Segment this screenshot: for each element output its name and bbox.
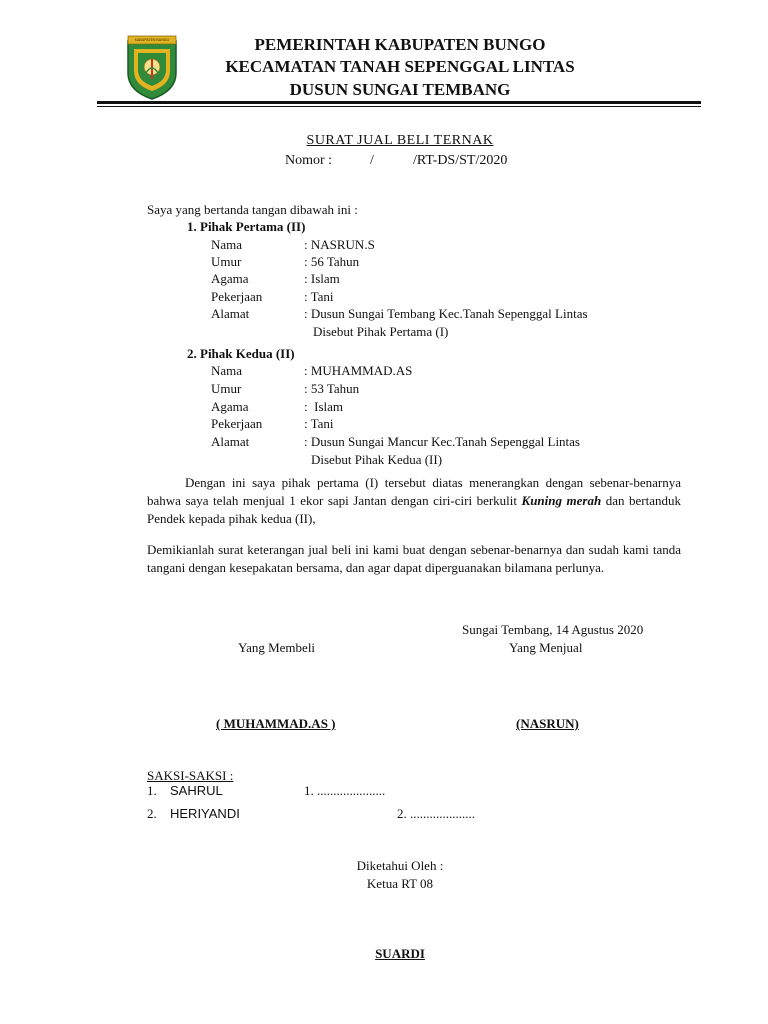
buyer-label: Yang Membeli	[238, 640, 316, 655]
closing-paragraph	[147, 541, 681, 577]
header-government: PEMERINTAH KABUPATEN BUNGO	[254, 35, 546, 54]
seller-name: (NASRUN)	[516, 716, 579, 731]
party2-address-value: : Dusun Sungai Mancur Kec.Tanah Sepenggal Lintas	[304, 434, 580, 449]
closing-text: Demikianlah surat keterangan jual beli ini kami buat dengan sebenar-benarnya dan sudah kami tanda tangani dengan kesepakatan bersama, dan agar dapat diperguanakan bilamana perlunya.	[147, 542, 681, 575]
acknowledged-position: Ketua RT 08	[366, 876, 434, 891]
party2-address-label: Alamat	[211, 434, 250, 449]
party2-name-label: Nama	[211, 363, 243, 378]
letterhead-divider-thick	[97, 101, 701, 104]
witness1-name: SAHRUL	[170, 783, 223, 798]
header-district: KECAMATAN TANAH SEPENGGAL LINTAS	[225, 57, 575, 76]
party1-heading: 1. Pihak Pertama (II)	[187, 219, 306, 234]
party2-age-value: : 53 Tahun	[304, 381, 360, 396]
emblem-inscription: KABUPATEN BUNGO	[134, 38, 170, 42]
regency-emblem	[124, 33, 180, 101]
witness2-name: HERIYANDI	[170, 806, 240, 821]
seller-label: Yang Menjual	[509, 640, 583, 655]
witness2-signature-line: 2. ....................	[397, 806, 475, 821]
party2-occupation-value: : Tani	[304, 416, 334, 431]
party1-address-label: Alamat	[211, 306, 250, 321]
document-number-slash: /	[370, 153, 374, 168]
acknowledged-name: SUARDI	[375, 946, 425, 961]
witness1-signature-line: 1. .....................	[304, 783, 386, 798]
place-date: Sungai Tembang, 14 Agustus 2020	[462, 622, 644, 637]
witness2-number: 2.	[147, 806, 157, 821]
document-number-label: Nomor :	[285, 153, 333, 168]
document-number-suffix: /RT-DS/ST/2020	[413, 153, 508, 168]
sale-statement-text: Dengan ini saya pihak pertama (I) tersebut diatas menerangkan dengan sebenar-benarnya bahwa saya telah menjual 1 ekor sapi Jantan dengan ciri-ciri berkulit	[147, 475, 681, 508]
party1-religion-value: : Islam	[304, 271, 340, 286]
sale-statement-tail: dan bertanduk Pendek kepada pihak kedua (II),	[147, 493, 681, 526]
party1-age-value: : 56 Tahun	[304, 254, 360, 269]
party1-address-value: : Dusun Sungai Tembang Kec.Tanah Sepenggal Lintas	[304, 306, 588, 321]
party2-heading: 2. Pihak Kedua (II)	[187, 346, 295, 361]
header-village: DUSUN SUNGAI TEMBANG	[289, 80, 511, 99]
acknowledged-label: Diketahui Oleh :	[356, 858, 444, 873]
party1-religion-label: Agama	[211, 271, 249, 286]
party1-designation: Disebut Pihak Pertama (I)	[313, 324, 449, 339]
party2-religion-value: : Islam	[304, 399, 343, 414]
buyer-name: ( MUHAMMAD.AS )	[216, 716, 336, 731]
intro-text: Saya yang bertanda tangan dibawah ini :	[147, 202, 358, 217]
cattle-color: Kuning merah	[521, 493, 602, 508]
party1-age-label: Umur	[211, 254, 242, 269]
party2-name-value: : MUHAMMAD.AS	[304, 363, 413, 378]
party2-designation: Disebut Pihak Kedua (II)	[311, 452, 443, 467]
party1-occupation-value: : Tani	[304, 289, 334, 304]
sale-statement-paragraph	[147, 474, 681, 528]
document-title: SURAT JUAL BELI TERNAK	[306, 133, 494, 148]
party2-religion-label: Agama	[211, 399, 249, 414]
witness1-number: 1.	[147, 783, 157, 798]
party2-occupation-label: Pekerjaan	[211, 416, 263, 431]
party1-occupation-label: Pekerjaan	[211, 289, 263, 304]
party1-name-label: Nama	[211, 237, 243, 252]
party2-age-label: Umur	[211, 381, 242, 396]
party1-name-value: : NASRUN.S	[304, 237, 375, 252]
letterhead-divider-thin	[97, 106, 701, 107]
witnesses-heading: SAKSI-SAKSI :	[147, 768, 234, 783]
